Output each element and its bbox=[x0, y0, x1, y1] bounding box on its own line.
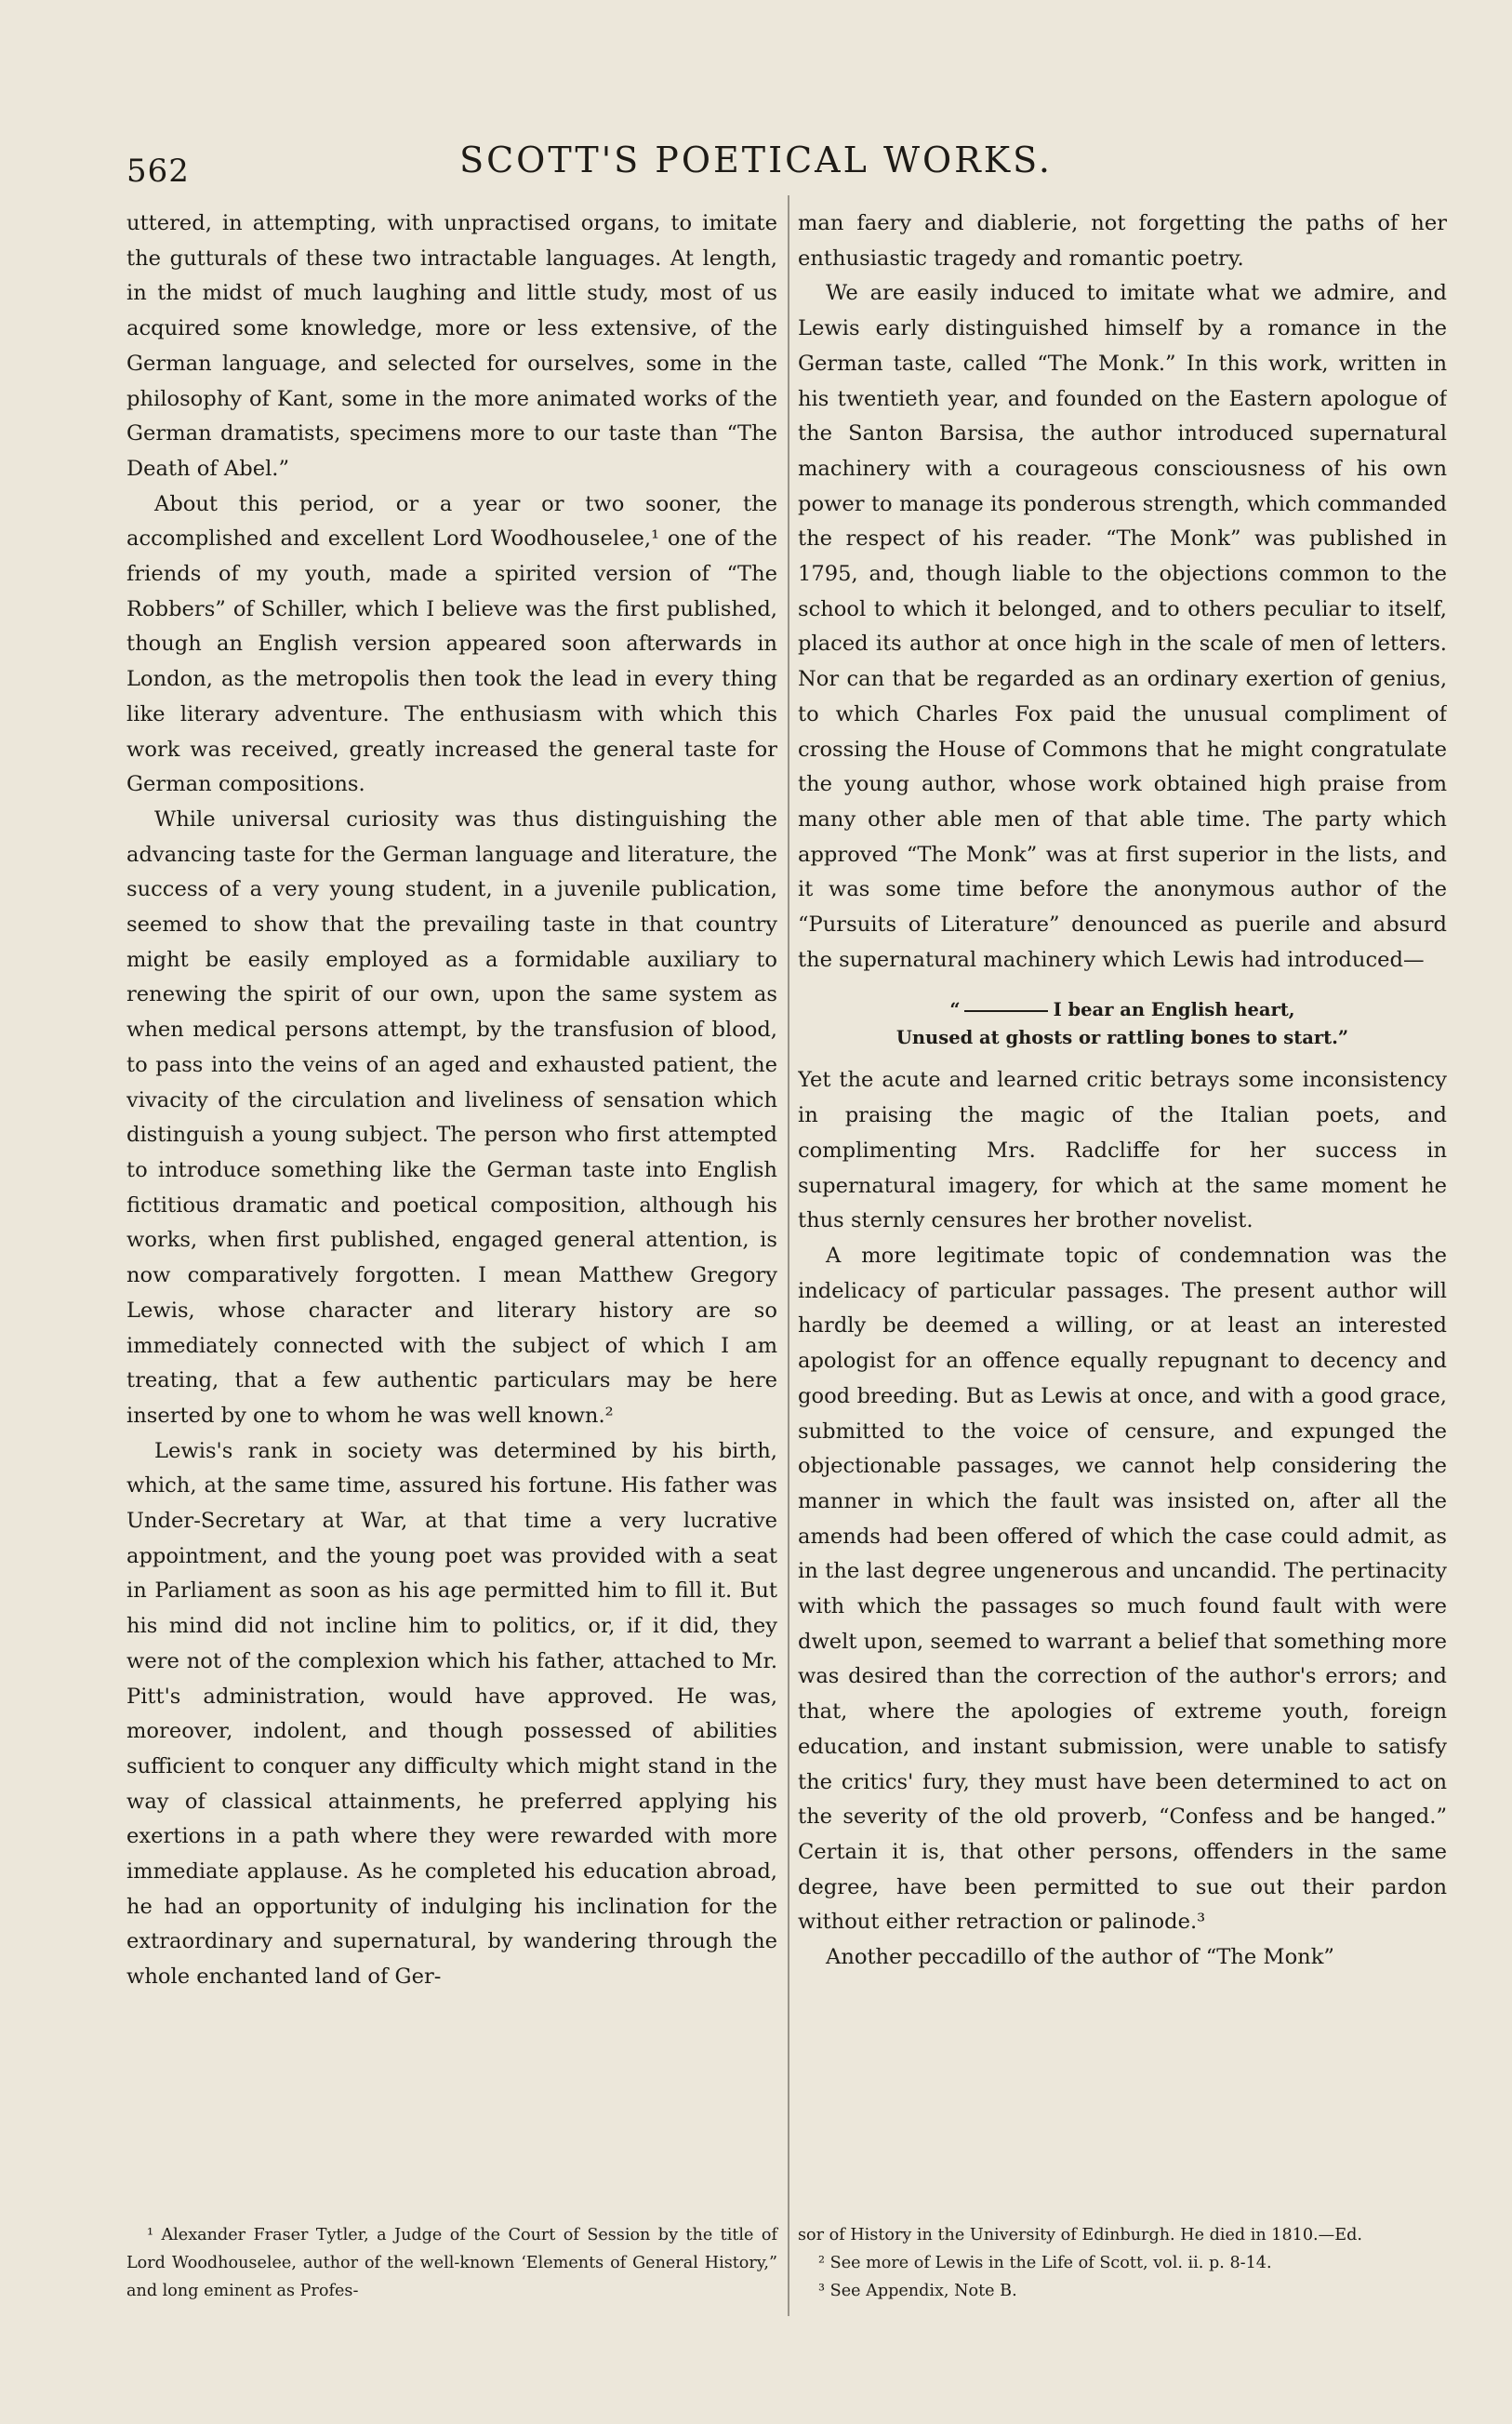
footnote: ¹ Alexander Fraser Tytler, a Judge of the Court of Session by the title of Lord Woodhouselee, author of the well-known ‘Elements of General History,” and long eminent as Profes- bbox=[126, 2226, 777, 2300]
footnote: ² See more of Lewis in the Life of Scott, vol. ii. p. 8-14. bbox=[818, 2254, 1272, 2272]
page-number: 562 bbox=[126, 153, 190, 190]
left-column bbox=[126, 206, 777, 2216]
paragraph: While universal curiosity was thus distinguishing the advancing taste for the German language and literature, the success of a very young student, in a juvenile publication, seemed to show that the prevailing taste in that country might be easily employed as a formidable auxiliary to renewing the spirit of our own, upon the same system as when medical persons attempt, by the transfusion of blood, to pass into the veins of an aged and exhausted patient, the vivacity of the circulation and liveliness of sensation which distinguish a young subject. The person who first attempted to introduce something like the German taste into English fictitious dramatic and poetical composition, although his works, when first published, engaged general attention, is now comparatively forgotten. I mean Matthew Gregory Lewis, whose character and literary history are so immediately connected with the subject of which I am treating, that a few authentic particulars may be here inserted by one to whom he was well known.² bbox=[126, 806, 777, 1428]
column-divider bbox=[788, 195, 789, 2316]
paragraph: Yet the acute and learned critic betrays some inconsistency in praising the magic of the Italian poets, and complimenting Mrs. Radcliffe for her success in supernatural imagery, for which at the same moment he thus sternly censures her brother novelist. bbox=[798, 1068, 1447, 1233]
footnotes-left bbox=[126, 2221, 777, 2305]
verse-line-text: I bear an English heart, bbox=[1053, 999, 1295, 1021]
verse-quote bbox=[798, 996, 1447, 1052]
footnote: ³ See Appendix, Note B. bbox=[818, 2282, 1017, 2300]
paragraph: uttered, in attempting, with unpractised organs, to imitate the gutturals of these two intractable languages. At length, in the midst of much laughing and little study, most of us acquired some knowledge, more or less extensive, of the German language, and selected for ourselves, some in the philosophy of Kant, some in the more animated works of the German dramatists, specimens more to our taste than “The Death of Abel.” bbox=[126, 211, 777, 481]
paragraph: Another peccadillo of the author of “The Monk” bbox=[826, 1945, 1334, 1970]
right-column bbox=[798, 206, 1447, 2216]
page-header bbox=[0, 140, 1512, 190]
paragraph: Lewis's rank in society was determined by his birth, which, at the same time, assured his fortune. His father was Under-Secretary at War, at that time a very lucrative appointment, and the young poet was provided with a seat in Parliament as soon as his age permitted him to fill it. But his mind did not incline him to politics, or, if it did, they were not of the complexion which his father, attached to Mr. Pitt's administration, would have approved. He was, moreover, indolent, and though possessed of abilities sufficient to conquer any difficulty which might stand in the way of classical attainments, he preferred applying his exertions in a path where they were rewarded with more immediate applause. As he completed his education abroad, he had an opportunity of indulging his inclination for the extraordinary and supernatural, by wandering through the whole enchanted land of Ger- bbox=[126, 1438, 777, 1990]
paragraph: man faery and diablerie, not forgetting the paths of her enthusiastic tragedy and romantic poetry. bbox=[798, 211, 1447, 271]
running-head: SCOTT'S POETICAL WORKS. bbox=[459, 140, 1053, 180]
footnotes-right bbox=[798, 2221, 1447, 2305]
paragraph: A more legitimate topic of condemnation was the indelicacy of particular passages. The present author will hardly be deemed a willing, or at least an interested apologist for an offence equally repugnant to decency and good breeding. But as Lewis at once, and with a good grace, submitted to the voice of censure, and expunged the objectionable passages, we cannot help considering the manner in which the fault was insisted on, after all the amends had been offered of which the case could admit, as in the last degree ungenerous and uncandid. The pertinacity with which the passages so much found fault with were dwelt upon, seemed to warrant a belief that something more was desired than the correction of the author's errors; and that, where the apologies of extreme youth, foreign education, and instant submission, were unable to satisfy the critics' fury, they must have been determined to act on the severity of the old proverb, “Confess and be hanged.” Certain it is, that other persons, offenders in the same degree, have been permitted to sue out their pardon without either retraction or palinode.³ bbox=[798, 1243, 1447, 1935]
verse-line: Unused at ghosts or rattling bones to start.” bbox=[895, 1027, 1349, 1049]
quote-dash bbox=[964, 1010, 1048, 1012]
verse-line: “ I bear an English heart, bbox=[949, 999, 1295, 1021]
footnote: sor of History in the University of Edinburgh. He died in 1810.—Ed. bbox=[798, 2226, 1362, 2244]
paragraph: We are easily induced to imitate what we admire, and Lewis early distinguished himself by a romance in the German taste, called “The Monk.” In this work, written in his twentieth year, and founded on the Eastern apologue of the Santon Barsisa, the author introduced supernatural machinery with a courageous consciousness of his own power to manage its ponderous strength, which commanded the respect of his reader. “The Monk” was published in 1795, and, though liable to the objections common to the school to which it belonged, and to others peculiar to itself, placed its author at once high in the scale of men of letters. Nor can that be regarded as an ordinary exertion of genius, to which Charles Fox paid the unusual compliment of crossing the House of Commons that he might congratulate the young author, whose work obtained high praise from many other able men of that able time. The party which approved “The Monk” was at first superior in the lists, and it was some time before the anonymous author of the “Pursuits of Literature” denounced as puerile and absurd the supernatural machinery which Lewis had introduced— bbox=[798, 281, 1447, 972]
paragraph: About this period, or a year or two sooner, the accomplished and excellent Lord Woodhouselee,¹ one of the friends of my youth, made a spirited version of “The Robbers” of Schiller, which I believe was the first published, though an English version appeared soon afterwards in London, as the metropolis then took the lead in every thing like literary adventure. The enthusiasm with which this work was received, greatly increased the general taste for German compositions. bbox=[126, 491, 777, 797]
